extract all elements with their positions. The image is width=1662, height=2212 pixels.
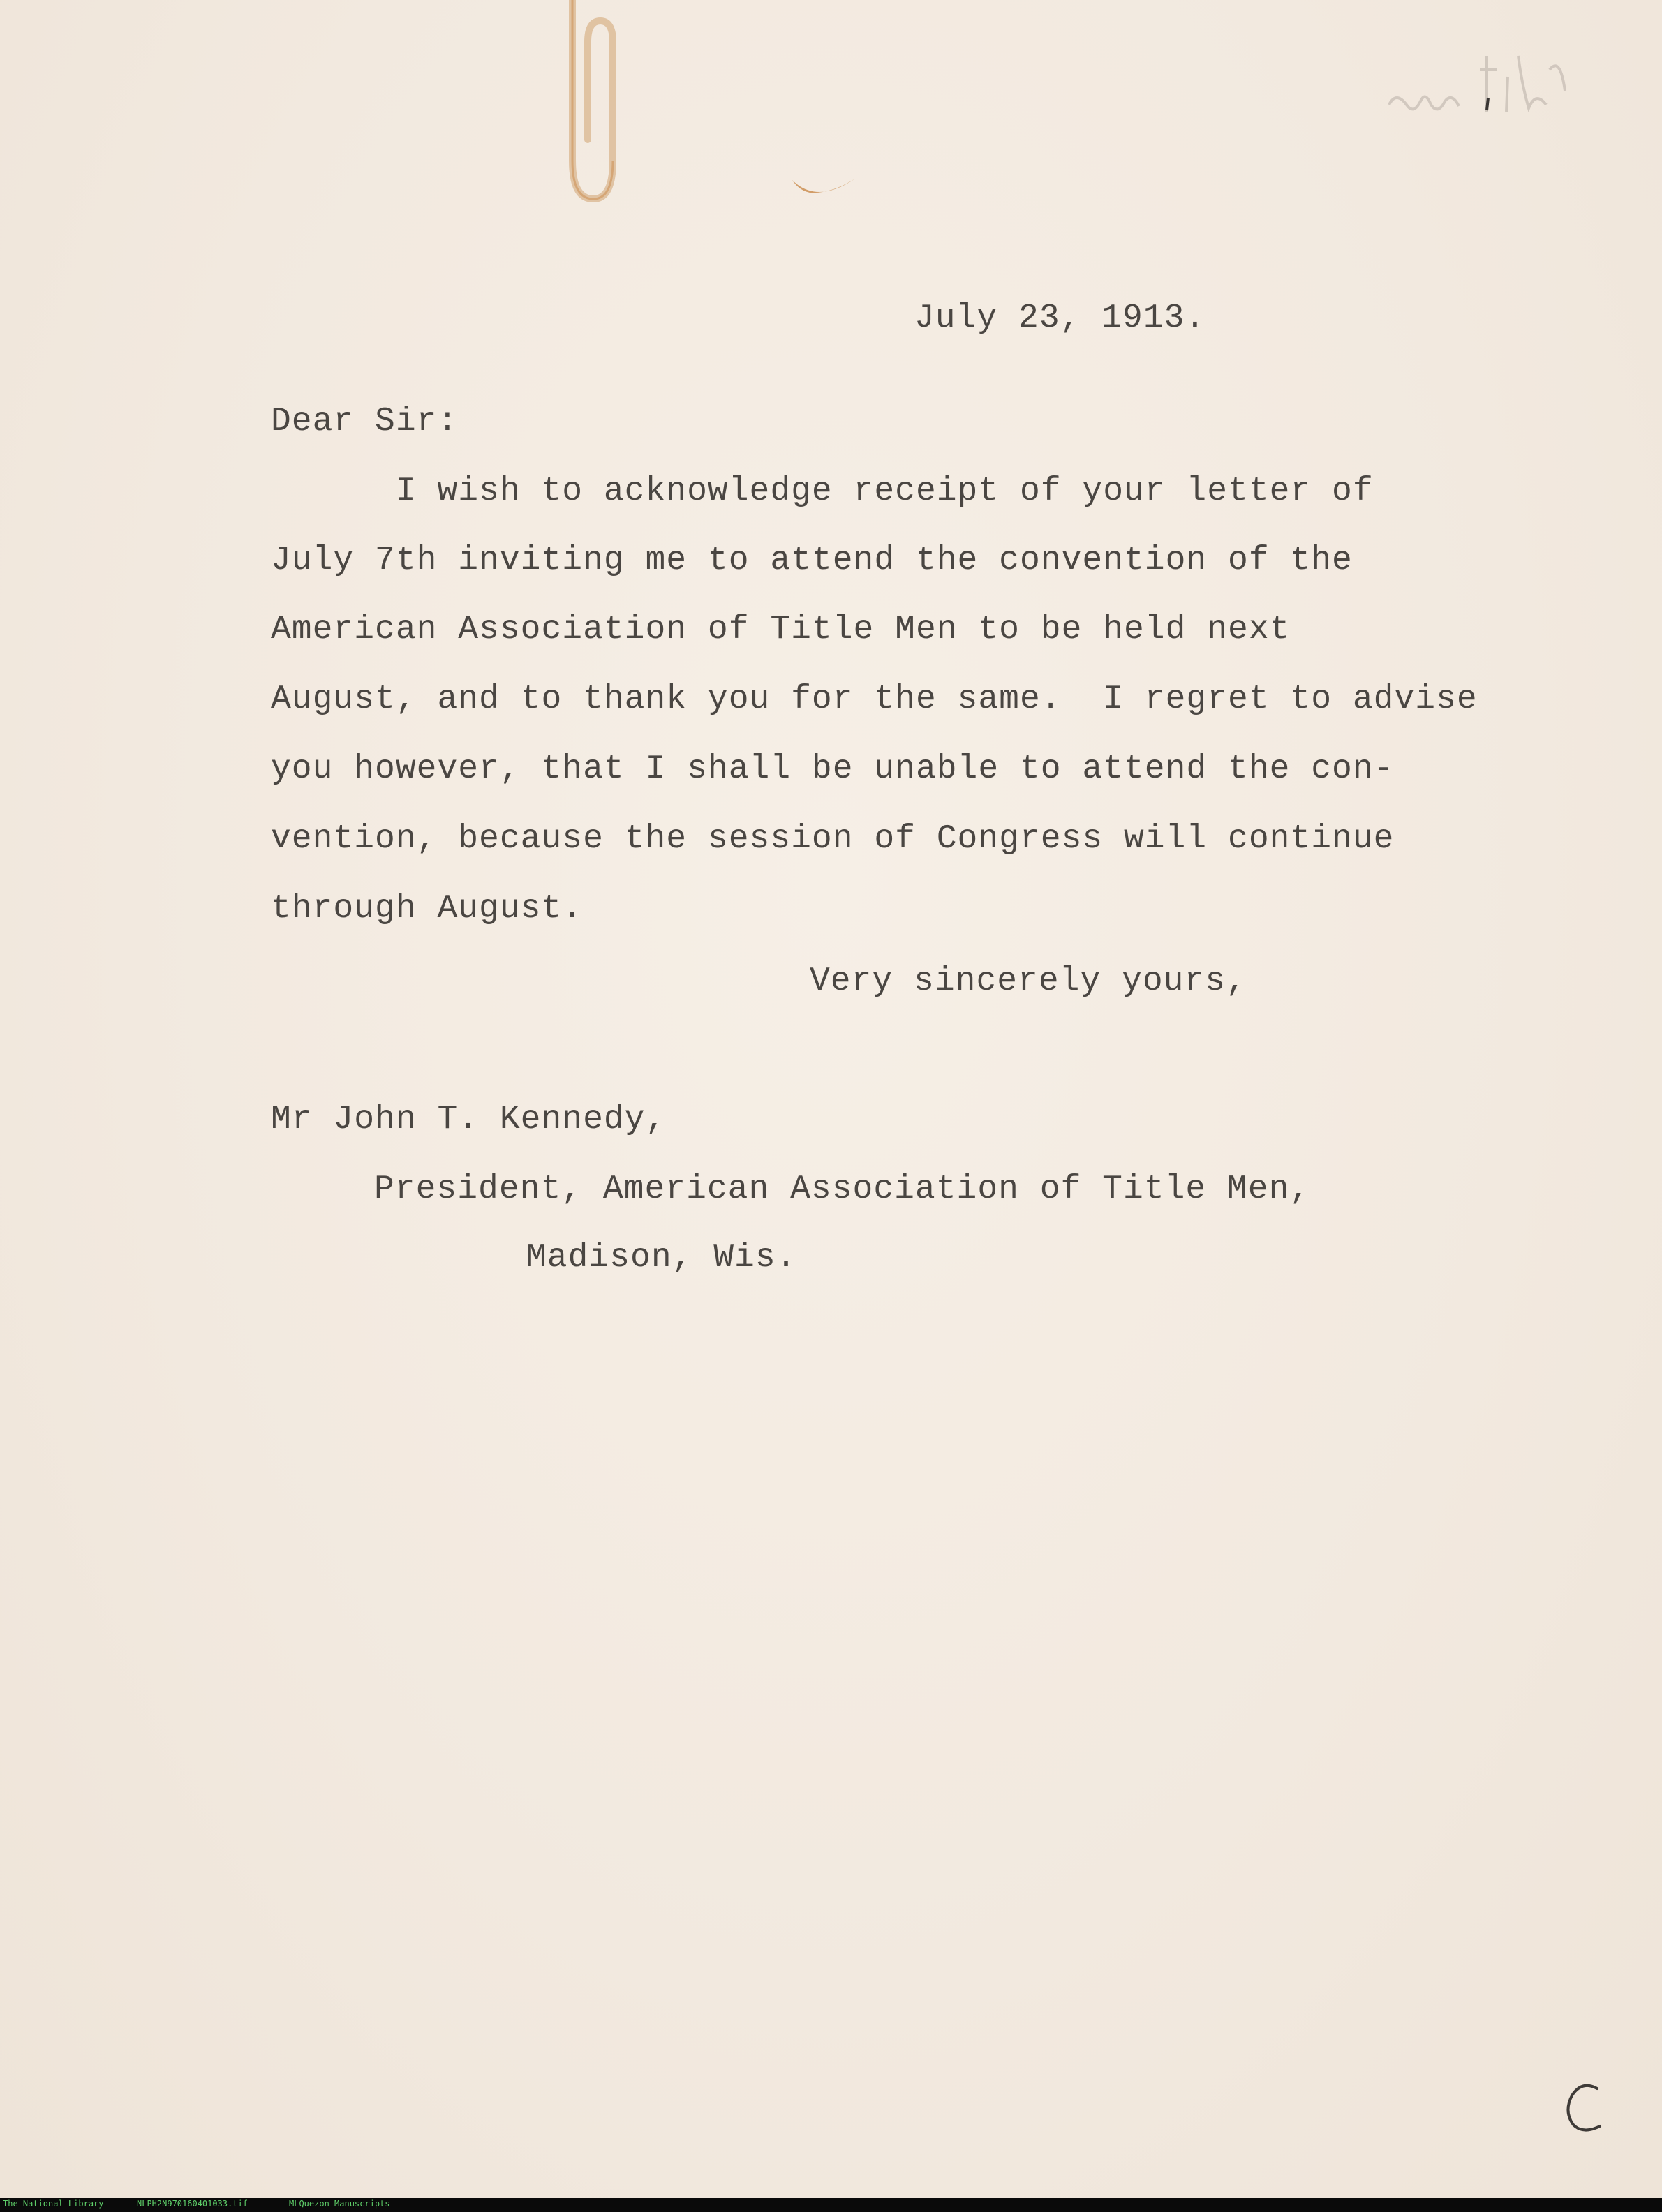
body-line: vention, because the session of Congress will continue xyxy=(271,820,1395,858)
addressee-name: Mr John T. Kennedy, xyxy=(271,1101,667,1138)
body-line: American Association of Title Men to be held next xyxy=(271,611,1291,648)
addressee-title: President, American Association of Title Men, xyxy=(374,1171,1311,1208)
letter-salutation: Dear Sir: xyxy=(271,403,459,440)
pencil-note-handwriting-icon xyxy=(1382,28,1591,140)
letter-closing: Very sincerely yours, xyxy=(810,963,1247,1000)
body-line: through August. xyxy=(271,890,584,928)
page-mark-c-icon xyxy=(1561,2080,1610,2136)
footer-library: The National Library xyxy=(3,2199,104,2209)
body-line: August, and to thank you for the same. I regret to advise xyxy=(271,681,1478,718)
rust-stain-icon xyxy=(789,173,859,208)
letter-body xyxy=(271,473,1478,928)
body-line: July 7th inviting me to attend the convention of the xyxy=(271,542,1353,579)
footer-file-id: NLPH2N970160401033.tif xyxy=(137,2199,248,2209)
letter-date: July 23, 1913. xyxy=(914,299,1206,337)
addressee-city: Madison, Wis. xyxy=(526,1239,797,1277)
scan-footer-bar xyxy=(0,2198,1662,2212)
body-line: you however, that I shall be unable to attend the con- xyxy=(271,750,1395,788)
body-line: I wish to acknowledge receipt of your letter of xyxy=(271,473,1374,510)
paperclip-stain-icon xyxy=(551,0,621,209)
footer-collection: MLQuezon Manuscripts xyxy=(289,2199,390,2209)
